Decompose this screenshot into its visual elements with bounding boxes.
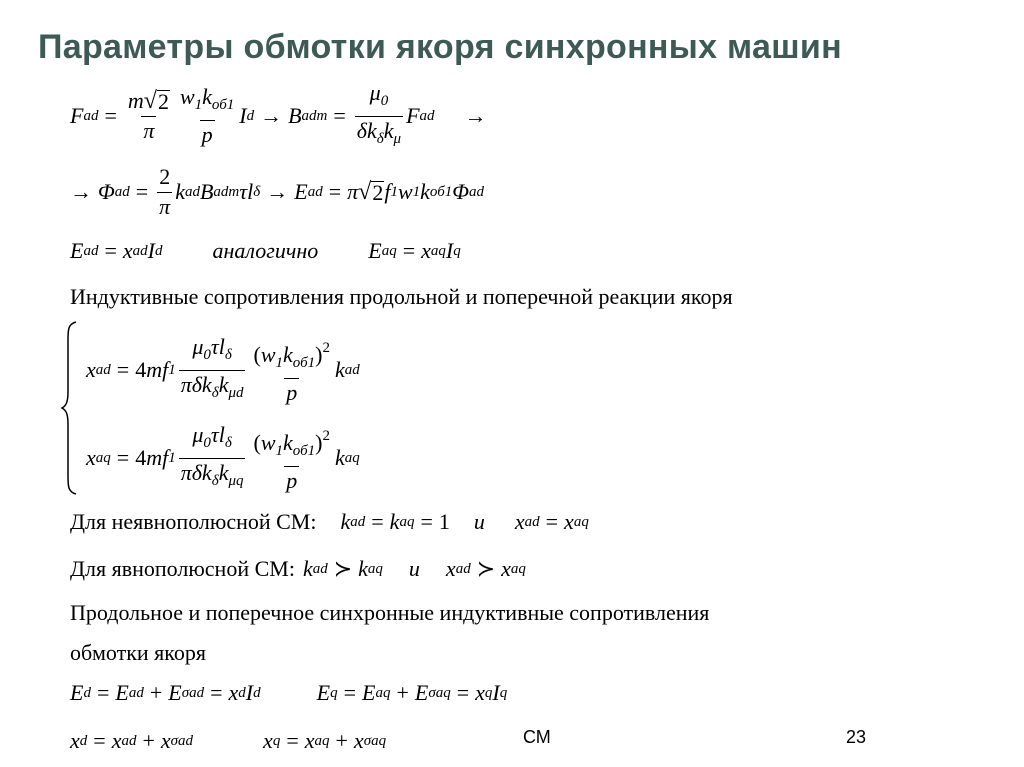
equation-fad: F ad = m √ 2 π $\frac{w_1k_{об1}}{p}$ I d → B adm = $\frac{\mu_0}{\delta k_\delta k_\mu}$ F ad → [70,80,493,152]
equation-ed-eq: E d = E ad + E σad = x d I d E q = E aq + E σaq = x q I q [70,680,508,705]
equation-xd-xq: x d = x ad + x σad x q = x aq + x σaq [70,728,387,753]
page-number: 23 [846,727,867,747]
and-label-2: и [408,556,420,581]
footer-label: СМ [523,727,551,747]
salient-label: Для явнополюсной СМ: [70,556,295,581]
and-label-1: и [473,509,485,534]
analogously-label: аналогично [212,238,319,263]
equation-ead: E ad = x ad I d аналогично E aq = x aq I q [70,238,461,263]
equation-phi-ad: → Φ ad = $\frac{2}{\pi}$ k ad B adm τl δ → E ad = π √ 2 f 1 w 1 k об1 Φ ad [70,164,485,219]
synchronous-text-line2: обмотки якоря [70,640,206,665]
equation-xaq: x aq = 4 mf 1 $\frac{\mu_0\tau l_\delta}{\pi\delta k_\delta k_{\mu q}}$ $\frac{(w_1k_{об1})^2}{p}$ k aq [86,422,360,493]
inductive-resistances-text: Индуктивные сопротивления продольной и поперечной реакции якоря [70,284,733,309]
slide-title: Параметры обмотки якоря синхронных машин [38,28,842,66]
equation-xad: x ad = 4 mf 1 $\frac{\mu_0\tau l_\delta}{\pi\delta k_\delta k_{\mu d}}$ $\frac{(w_1k_{об1})^2}{p}$ k ad [86,334,360,405]
synchronous-text-line1: Продольное и поперечное синхронные индуктивные сопротивления [70,600,710,625]
system-brace [60,320,80,496]
equation-nonsalient: Для неявнополюсной СМ: k ad = k aq = 1 и x ad = x aq [70,509,589,534]
equation-salient: Для явнополюсной СМ: k ad ≻ k aq и x ad ≻ x aq [70,556,526,581]
nonsalient-label: Для неявнополюсной СМ: [70,509,317,534]
